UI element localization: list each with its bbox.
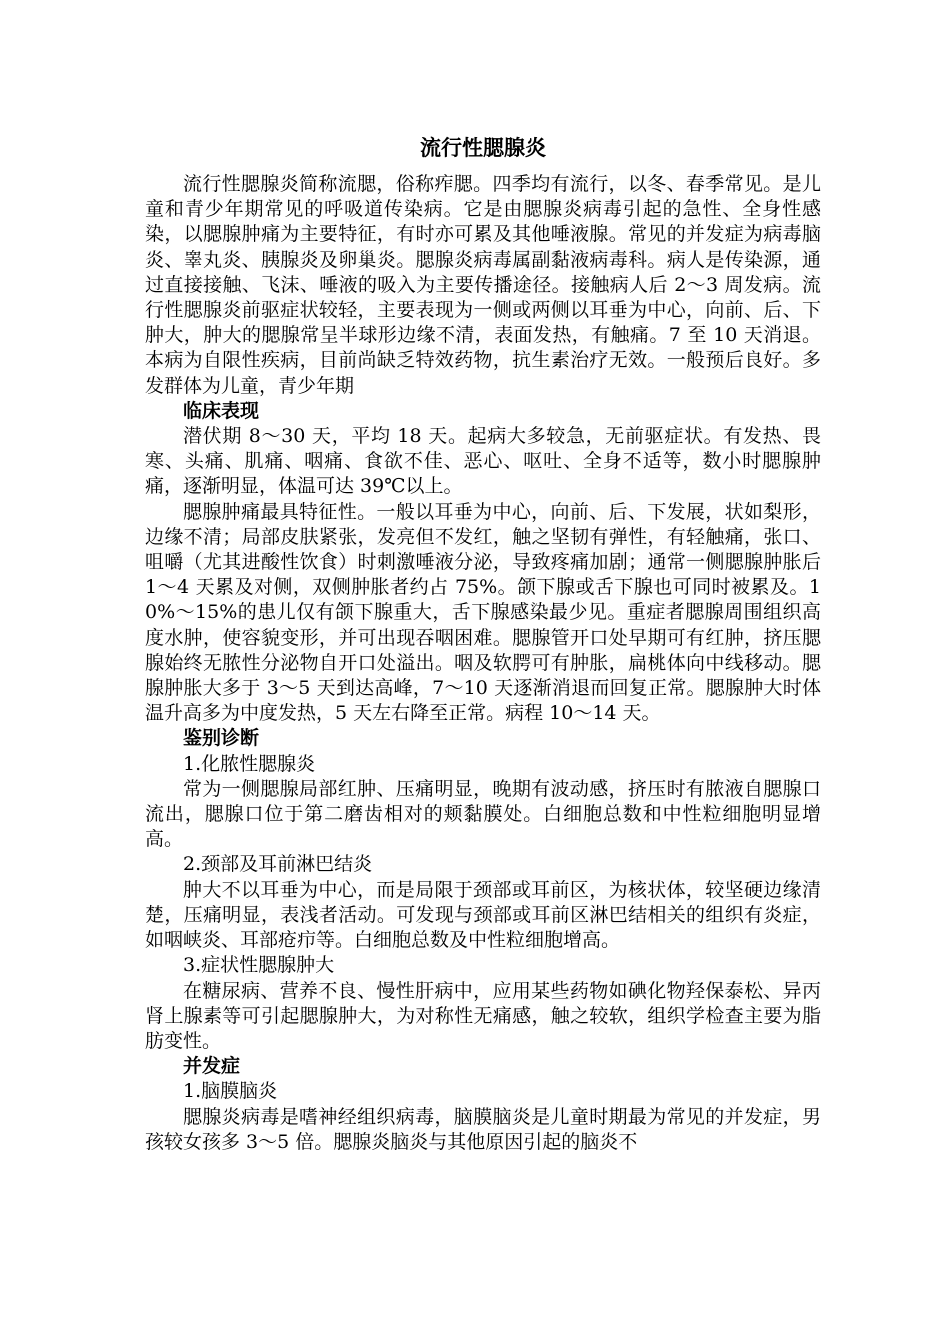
differential-item-3-title: 3.症状性腮腺肿大 (183, 954, 335, 977)
clinical-paragraph-2: 腮腺肿痛最具特征性。一般以耳垂为中心，向前、后、下发展，状如梨形，边缘不清；局部皮肤紧张，发亮但不发红，触之坚韧有弹性，有轻触痛，张口、咀嚼（尤其进酸性饮食）时刺激唾液分泌，导致疼痛加剧；通常一侧腮腺肿胀后 1～4 天累及对侧，双侧肿胀者约占 75%。颌下腺或舌下腺也可同时被累及。10%～15%的患儿仅有颌下腺重大，舌下腺感染最少见。重症者腮腺周围组织高度水肿，使容貌变形，并可出现吞咽困难。腮腺管开口处早期可有红肿，挤压腮腺始终无脓性分泌物自开口处溢出。咽及软腭可有肿胀，扁桃体向中线移动。腮腺肿胀大多于 3～5 天到达高峰，7～10 天逐渐消退而回复正常。腮腺肿大时体温升高多为中度发热，5 天左右降至正常。病程 10～14 天。 (145, 500, 821, 725)
differential-item-1-title: 1.化脓性腮腺炎 (183, 752, 316, 775)
intro-paragraph: 流行性腮腺炎简称流腮，俗称痄腮。四季均有流行，以冬、春季常见。是儿童和青少年期常见的呼吸道传染病。它是由腮腺炎病毒引起的急性、全身性感染，以腮腺肿痛为主要特征，有时亦可累及其他唾液腺。常见的并发症为病毒脑炎、睾丸炎、胰腺炎及卵巢炎。腮腺炎病毒属副黏液病毒科。病人是传染源，通过直接接触、飞沫、唾液的吸入为主要传播途径。接触病人后 2～3 周发病。流行性腮腺炎前驱症状较轻，主要表现为一侧或两侧以耳垂为中心，向前、后、下肿大，肿大的腮腺常呈半球形边缘不清，表面发热，有触痛。7 至 10 天消退。本病为自限性疾病，目前尚缺乏特效药物，抗生素治疗无效。一般预后良好。多发群体为儿童，青少年期 (145, 173, 821, 397)
document-title: 流行性腮腺炎 (420, 136, 546, 160)
section-heading-clinical: 临床表现 (183, 399, 260, 422)
complication-item-1-title: 1.脑膜脑炎 (183, 1080, 278, 1103)
clinical-paragraph-1: 潜伏期 8～30 天，平均 18 天。起病大多较急，无前驱症状。有发热、畏寒、头痛、肌痛、咽痛、食欲不佳、恶心、呕吐、全身不适等，数小时腮腺肿痛，逐渐明显，体温可达 39℃以上。 (145, 425, 821, 498)
differential-item-1-text: 常为一侧腮腺局部红肿、压痛明显，晚期有波动感，挤压时有脓液自腮腺口流出，腮腺口位于第二磨齿相对的颊黏膜处。白细胞总数和中性粒细胞明显增高。 (145, 777, 821, 851)
differential-item-2-title: 2.颈部及耳前淋巴结炎 (183, 853, 373, 876)
section-heading-differential: 鉴别诊断 (183, 727, 260, 750)
section-heading-complications: 并发症 (183, 1055, 241, 1078)
complication-item-1-text: 腮腺炎病毒是嗜神经组织病毒，脑膜脑炎是儿童时期最为常见的并发症，男孩较女孩多 3～5 倍。腮腺炎脑炎与其他原因引起的脑炎不 (145, 1105, 821, 1153)
document-page (145, 128, 821, 1155)
differential-item-2-text: 肿大不以耳垂为中心，而是局限于颈部或耳前区，为核状体，较坚硬边缘清楚，压痛明显，表浅者活动。可发现与颈部或耳前区淋巴结相关的组织有炎症，如咽峡炎、耳部疮疖等。白细胞总数及中性粒细胞增高。 (145, 878, 821, 952)
differential-item-3-text: 在糖尿病、营养不良、慢性肝病中，应用某些药物如碘化物羟保泰松、异丙肾上腺素等可引起腮腺肿大，为对称性无痛感，触之较软，组织学检查主要为脂肪变性。 (145, 979, 821, 1052)
